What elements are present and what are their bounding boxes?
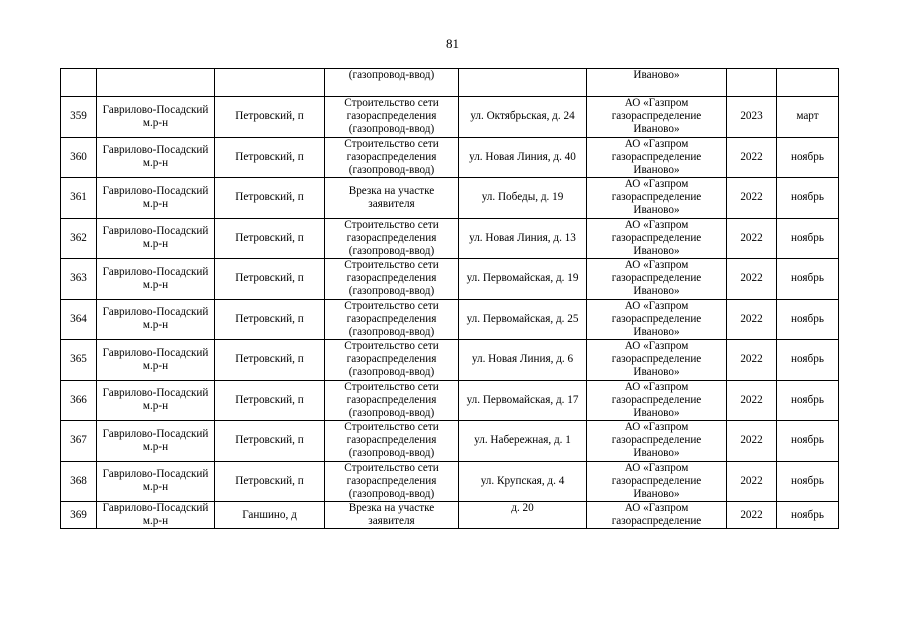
cell-month: ноябрь xyxy=(777,421,839,462)
cell-organization: АО «Газпром газораспределение Иваново» xyxy=(587,380,727,421)
cell-organization: АО «Газпром газораспределение Иваново» xyxy=(587,97,727,138)
cell-settlement: Петровский, п xyxy=(215,461,325,502)
cell-district: Гаврилово-Посадский м.р-н xyxy=(97,178,215,219)
cell-work-type: Строительство сети газораспределения (газопровод-ввод) xyxy=(325,461,459,502)
cell-settlement: Петровский, п xyxy=(215,137,325,178)
cell-settlement: Петровский, п xyxy=(215,299,325,340)
cell-organization: Иваново» xyxy=(587,69,727,97)
cell-address: ул. Крупская, д. 4 xyxy=(459,461,587,502)
page-number: 81 xyxy=(446,36,459,51)
cell-year: 2022 xyxy=(727,340,777,381)
cell-num: 362 xyxy=(61,218,97,259)
cell-month: ноябрь xyxy=(777,299,839,340)
cell-organization: АО «Газпром газораспределение Иваново» xyxy=(587,461,727,502)
cell-organization: АО «Газпром газораспределение Иваново» xyxy=(587,218,727,259)
cell-district: Гаврилово-Посадский м.р-н xyxy=(97,137,215,178)
cell-num: 364 xyxy=(61,299,97,340)
cell-address: ул. Новая Линия, д. 40 xyxy=(459,137,587,178)
cell-year: 2022 xyxy=(727,178,777,219)
cell-district: Гаврилово-Посадский м.р-н xyxy=(97,421,215,462)
cell-year: 2022 xyxy=(727,461,777,502)
table-row xyxy=(61,97,839,138)
cell-num: 368 xyxy=(61,461,97,502)
table-row xyxy=(61,380,839,421)
cell-month: ноябрь xyxy=(777,461,839,502)
cell-address: ул. Первомайская, д. 25 xyxy=(459,299,587,340)
table-row xyxy=(61,421,839,462)
cell-district: Гаврилово-Посадский м.р-н xyxy=(97,380,215,421)
cell-month: март xyxy=(777,97,839,138)
cell-organization: АО «Газпром газораспределение Иваново» xyxy=(587,421,727,462)
cell-settlement: Петровский, п xyxy=(215,97,325,138)
cell-work-type: Строительство сети газораспределения (газопровод-ввод) xyxy=(325,259,459,300)
cell-num: 359 xyxy=(61,97,97,138)
cell-num: 361 xyxy=(61,178,97,219)
cell-month: ноябрь xyxy=(777,340,839,381)
table-row xyxy=(61,178,839,219)
cell-district: Гаврилово-Посадский м.р-н xyxy=(97,218,215,259)
cell-settlement: Петровский, п xyxy=(215,218,325,259)
gasification-table xyxy=(60,68,839,529)
cell-year: 2022 xyxy=(727,380,777,421)
cell-year: 2022 xyxy=(727,218,777,259)
cell-year: 2022 xyxy=(727,259,777,300)
cell-settlement: Петровский, п xyxy=(215,380,325,421)
table-row xyxy=(61,259,839,300)
cell-organization: АО «Газпром газораспределение Иваново» xyxy=(587,137,727,178)
cell-district: Гаврилово-Посадский м.р-н xyxy=(97,299,215,340)
cell-num: 369 xyxy=(61,502,97,529)
cell-organization: АО «Газпром газораспределение Иваново» xyxy=(587,299,727,340)
cell-num xyxy=(61,69,97,97)
table-row xyxy=(61,299,839,340)
cell-year: 2022 xyxy=(727,299,777,340)
cell-district: Гаврилово-Посадский м.р-н xyxy=(97,259,215,300)
cell-settlement: Петровский, п xyxy=(215,259,325,300)
cell-settlement: Петровский, п xyxy=(215,178,325,219)
cell-work-type: Строительство сети газораспределения (газопровод-ввод) xyxy=(325,299,459,340)
cell-work-type: Строительство сети газораспределения (газопровод-ввод) xyxy=(325,137,459,178)
cell-address: ул. Победы, д. 19 xyxy=(459,178,587,219)
table-row-last xyxy=(61,502,839,529)
cell-year xyxy=(727,69,777,97)
cell-num: 366 xyxy=(61,380,97,421)
cell-work-type: Строительство сети газораспределения (газопровод-ввод) xyxy=(325,97,459,138)
cell-organization: АО «Газпром газораспределение Иваново» xyxy=(587,259,727,300)
cell-month: ноябрь xyxy=(777,502,839,529)
cell-work-type: Строительство сети газораспределения (газопровод-ввод) xyxy=(325,340,459,381)
table-row-continuation xyxy=(61,69,839,97)
cell-settlement: Петровский, п xyxy=(215,421,325,462)
cell-month: ноябрь xyxy=(777,137,839,178)
cell-organization: АО «Газпром газораспределение xyxy=(587,502,727,529)
cell-month: ноябрь xyxy=(777,380,839,421)
cell-district: Гаврилово-Посадский м.р-н xyxy=(97,502,215,529)
cell-district: Гаврилово-Посадский м.р-н xyxy=(97,461,215,502)
cell-address: ул. Октябрьская, д. 24 xyxy=(459,97,587,138)
cell-settlement: Петровский, п xyxy=(215,340,325,381)
cell-address: ул. Первомайская, д. 17 xyxy=(459,380,587,421)
cell-work-type: Строительство сети газораспределения (газопровод-ввод) xyxy=(325,380,459,421)
cell-year: 2022 xyxy=(727,421,777,462)
cell-month xyxy=(777,69,839,97)
cell-work-type: Врезка на участке заявителя xyxy=(325,502,459,529)
cell-month: ноябрь xyxy=(777,178,839,219)
cell-address: ул. Новая Линия, д. 6 xyxy=(459,340,587,381)
cell-year: 2022 xyxy=(727,137,777,178)
table-row xyxy=(61,340,839,381)
cell-month: ноябрь xyxy=(777,218,839,259)
cell-year: 2022 xyxy=(727,502,777,529)
cell-district: Гаврилово-Посадский м.р-н xyxy=(97,97,215,138)
cell-settlement: Ганшино, д xyxy=(215,502,325,529)
cell-address: ул. Первомайская, д. 19 xyxy=(459,259,587,300)
cell-address: д. 20 xyxy=(459,502,587,529)
cell-address: ул. Новая Линия, д. 13 xyxy=(459,218,587,259)
cell-organization: АО «Газпром газораспределение Иваново» xyxy=(587,340,727,381)
cell-district xyxy=(97,69,215,97)
cell-work-type: Врезка на участке заявителя xyxy=(325,178,459,219)
cell-district: Гаврилово-Посадский м.р-н xyxy=(97,340,215,381)
cell-num: 365 xyxy=(61,340,97,381)
cell-settlement xyxy=(215,69,325,97)
cell-year: 2023 xyxy=(727,97,777,138)
table-row xyxy=(61,218,839,259)
cell-num: 363 xyxy=(61,259,97,300)
cell-work-type: Строительство сети газораспределения (газопровод-ввод) xyxy=(325,421,459,462)
cell-work-type: (газопровод-ввод) xyxy=(325,69,459,97)
cell-num: 367 xyxy=(61,421,97,462)
cell-work-type: Строительство сети газораспределения (газопровод-ввод) xyxy=(325,218,459,259)
table-row xyxy=(61,461,839,502)
cell-address xyxy=(459,69,587,97)
cell-address: ул. Набережная, д. 1 xyxy=(459,421,587,462)
cell-month: ноябрь xyxy=(777,259,839,300)
cell-organization: АО «Газпром газораспределение Иваново» xyxy=(587,178,727,219)
cell-num: 360 xyxy=(61,137,97,178)
table-row xyxy=(61,137,839,178)
